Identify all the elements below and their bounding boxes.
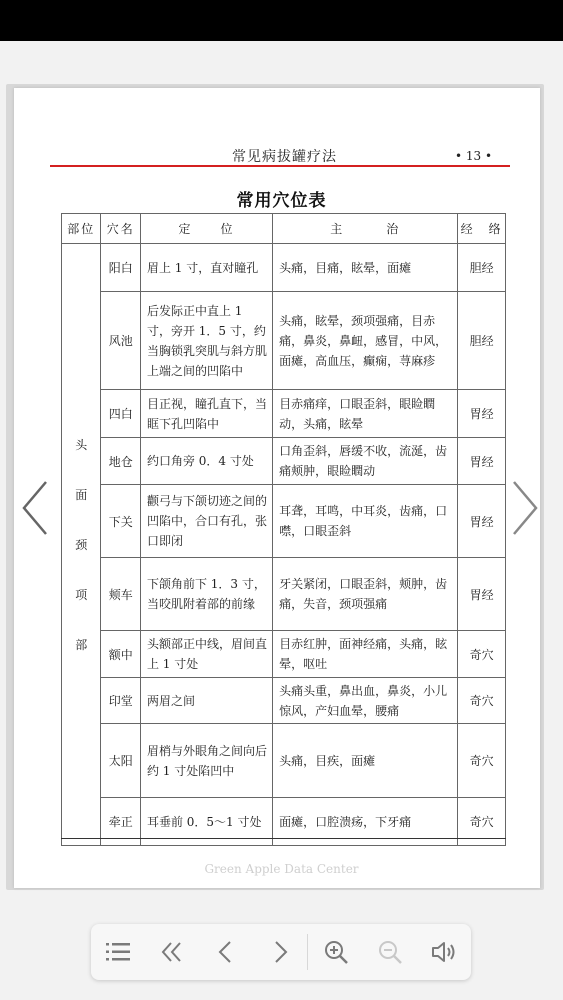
point-location: 目正视，瞳孔直下，当眶下孔凹陷中 <box>140 390 272 438</box>
point-treatment: 目赤红肿，面神经痛，头痛，眩晕，呕吐 <box>273 631 458 678</box>
table-row <box>62 390 506 438</box>
point-treatment: 头痛，目痛，眩晕，面瘫 <box>273 244 458 292</box>
point-meridian: 奇穴 <box>458 631 506 678</box>
point-meridian: 胃经 <box>458 390 506 438</box>
table-title: 常用穴位表 <box>236 191 327 211</box>
next-page-icon <box>268 940 292 964</box>
menu-button[interactable] <box>91 924 145 980</box>
point-treatment: 头痛，眩晕，颈项强痛，目赤痛，鼻炎，鼻衄，感冒，中风，面瘫，高血压，癫痫，荨麻疹 <box>273 292 458 390</box>
point-name: 牵正 <box>101 798 140 846</box>
previous-page-arrow[interactable] <box>20 478 50 538</box>
menu-icon <box>105 941 131 963</box>
next-page-arrow[interactable] <box>510 478 540 538</box>
point-location: 颧弓与下颌切迹之间的凹陷中，合口有孔，张口即闭 <box>140 485 272 558</box>
previous-page-icon <box>214 940 238 964</box>
first-page-button[interactable] <box>145 924 199 980</box>
point-treatment: 口角歪斜，唇缓不收，流涎，齿痛颊肿，眼睑瞤动 <box>273 438 458 485</box>
point-treatment: 头痛，目疾，面瘫 <box>273 724 458 798</box>
speaker-icon <box>431 940 457 964</box>
point-treatment: 头痛头重，鼻出血，鼻炎，小儿惊风，产妇血晕，腰痛 <box>273 678 458 724</box>
page-number: • 13 • <box>455 149 493 163</box>
zoom-in-icon <box>323 939 349 965</box>
point-name: 太阳 <box>101 724 140 798</box>
table-row <box>62 485 506 558</box>
point-meridian: 胃经 <box>458 558 506 631</box>
point-name: 印堂 <box>101 678 140 724</box>
point-meridian: 胆经 <box>458 292 506 390</box>
point-location: 两眉之间 <box>140 678 272 724</box>
point-name: 额中 <box>101 631 140 678</box>
toolbar-divider <box>307 934 308 970</box>
table-row <box>62 438 506 485</box>
running-head: 常见病拔罐疗法 <box>232 149 337 165</box>
table-row <box>62 292 506 390</box>
zoom-in-button[interactable] <box>309 924 363 980</box>
point-treatment: 耳聋，耳鸣，中耳炎，齿痛，口噤，口眼歪斜 <box>273 485 458 558</box>
header-region: 部位 <box>62 214 101 244</box>
chevron-left-icon <box>20 478 50 538</box>
next-page-button[interactable] <box>253 924 307 980</box>
header-meridian: 经 络 <box>458 214 506 244</box>
reader-toolbar <box>91 924 471 980</box>
zoom-out-button[interactable] <box>363 924 417 980</box>
header-rule <box>50 165 510 167</box>
point-name: 下关 <box>101 485 140 558</box>
table-row <box>62 678 506 724</box>
point-meridian: 胃经 <box>458 438 506 485</box>
point-location: 眉上 1 寸，直对瞳孔 <box>140 244 272 292</box>
table-row <box>62 558 506 631</box>
point-location: 约口角旁 0．4 寸处 <box>140 438 272 485</box>
point-name: 地仓 <box>101 438 140 485</box>
point-meridian: 奇穴 <box>458 678 506 724</box>
point-name: 风池 <box>101 292 140 390</box>
first-page-icon <box>160 940 184 964</box>
point-meridian: 胆经 <box>458 244 506 292</box>
point-treatment: 牙关紧闭，口眼歪斜，颊肿，齿痛，失音，颈项强痛 <box>273 558 458 631</box>
point-name: 颊车 <box>101 558 140 631</box>
point-treatment: 面瘫，口腔溃疡，下牙痛 <box>273 798 458 846</box>
table-header-row <box>62 214 506 244</box>
point-meridian: 胃经 <box>458 485 506 558</box>
zoom-out-icon <box>377 939 403 965</box>
table-row <box>62 724 506 798</box>
point-location: 耳垂前 0．5～1 寸处 <box>140 798 272 846</box>
table-row <box>62 631 506 678</box>
region-char: 颈 <box>75 538 88 552</box>
point-name: 阳白 <box>101 244 140 292</box>
header-name: 穴名 <box>101 214 140 244</box>
point-treatment: 目赤痛痒，口眼歪斜，眼睑瞤动，头痛，眩晕 <box>273 390 458 438</box>
region-char: 面 <box>75 488 88 502</box>
table-row <box>62 244 506 292</box>
region-char: 部 <box>75 638 88 652</box>
point-meridian: 奇穴 <box>458 724 506 798</box>
point-location: 头额部正中线，眉间直上 1 寸处 <box>140 631 272 678</box>
watermark: Green Apple Data Center <box>204 862 359 876</box>
read-aloud-button[interactable] <box>417 924 471 980</box>
region-cell <box>62 244 101 846</box>
point-meridian: 奇穴 <box>458 798 506 846</box>
point-location: 下颌角前下 1．3 寸，当咬肌附着部的前缘 <box>140 558 272 631</box>
table-bottom-rule <box>61 838 506 839</box>
previous-page-button[interactable] <box>199 924 253 980</box>
point-name: 四白 <box>101 390 140 438</box>
point-location: 后发际正中直上 1 寸，旁开 1．5 寸，约当胸锁乳突肌与斜方肌上端之间的凹陷中 <box>140 292 272 390</box>
chevron-right-icon <box>510 478 540 538</box>
acupoint-table <box>61 213 506 846</box>
header-treatment: 主 治 <box>273 214 458 244</box>
point-location: 眉梢与外眼角之间向后约 1 寸处陷凹中 <box>140 724 272 798</box>
region-char: 项 <box>75 588 88 602</box>
header-location: 定 位 <box>140 214 272 244</box>
status-bar <box>0 0 563 41</box>
region-char: 头 <box>75 438 88 452</box>
